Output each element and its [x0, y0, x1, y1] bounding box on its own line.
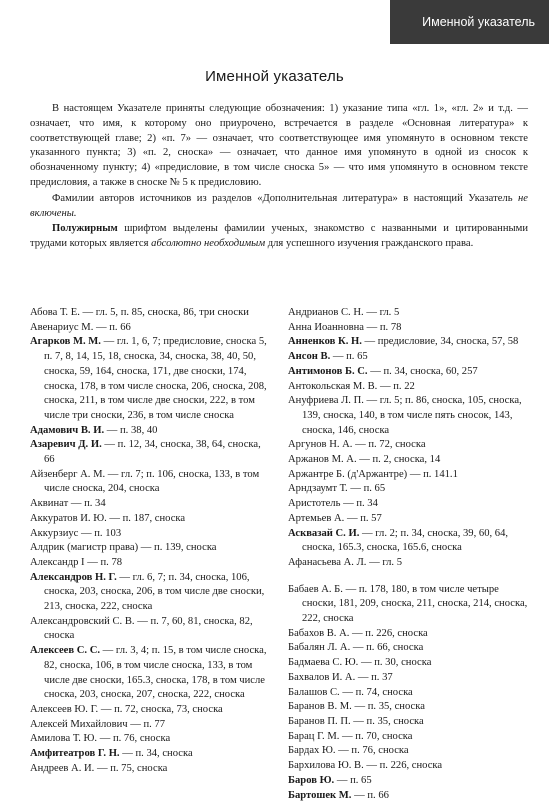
index-entry-name: Баров Ю. [288, 775, 334, 786]
index-entry-refs: — п. 38, 40 [104, 425, 157, 436]
index-entry-refs: — п. 34 [340, 498, 377, 509]
index-entry-refs: — п. 65 [348, 483, 385, 494]
index-entry-name: Александр I [30, 557, 85, 568]
index-entry [30, 424, 272, 439]
index-entry [288, 715, 530, 730]
index-entry-refs: — п. 74, сноска [340, 687, 413, 698]
index-entry [288, 671, 530, 686]
index-entry-name: Алексеев С. С. [30, 645, 100, 656]
index-entry [30, 571, 272, 615]
index-entry-refs: — п. 37 [355, 672, 392, 683]
index-entry-name: Антокольская М. В. [288, 381, 377, 392]
index-entry [288, 497, 530, 512]
index-entry [30, 644, 272, 703]
index-entry-refs: — гл. 2; п. 34, сноска, 39, 60, 64, сноска, 165.3, сноска, 165.6, сноска [302, 528, 508, 554]
index-entry-refs: — п. 78 [364, 322, 401, 333]
running-header [390, 0, 549, 44]
index-entry-name: Аржантре Б. (д'Аржантре) [288, 469, 407, 480]
index-entry-refs: — п. 226, сноска [364, 760, 442, 771]
index-entry-name: Агарков М. М. [30, 336, 101, 347]
index-entry [288, 789, 530, 803]
index-entry-refs: — гл. 5 [364, 307, 400, 318]
index-entry [30, 438, 272, 467]
index-entry [30, 732, 272, 747]
index-entry-name: Анненков К. Н. [288, 336, 362, 347]
index-entry-refs: — п. 35, сноска [351, 716, 424, 727]
index-entry-refs: — п. 75, сноска [94, 763, 167, 774]
index-entry [288, 641, 530, 656]
index-entry [288, 380, 530, 395]
intro-paragraph-1 [30, 102, 528, 191]
index-entry [30, 527, 272, 542]
index-entry [288, 350, 530, 365]
index-entry-refs: — гл. 5 [366, 557, 402, 568]
index-entry-refs: — п. 141.1 [407, 469, 458, 480]
index-entry-name: Аристотель [288, 498, 340, 509]
index-entry-name: Аквинат [30, 498, 68, 509]
index-entry [288, 527, 530, 556]
index-entry [288, 700, 530, 715]
index-entry-name: Аржанов М. А. [288, 454, 357, 465]
index-entry-name: Амфитеатров Г. Н. [30, 748, 120, 759]
index-entry-name: Алексеев Ю. Г. [30, 704, 98, 715]
index-entry [288, 468, 530, 483]
intro-text-run: Фамилии авторов источников из разделов «Дополнительная литература» в настоящий Указатель [52, 193, 518, 204]
index-entry [30, 615, 272, 644]
index-entry-refs: — п. 76, сноска [97, 733, 170, 744]
index-entry-refs: — гл. 5, п. 85, сноска, 86, три сноски [80, 307, 249, 318]
index-entry-refs: — п. 2, сноска, 14 [357, 454, 441, 465]
index-entry-name: Авенариус М. [30, 322, 93, 333]
intro-text-run: шрифтом выделены фамилии ученых, знакомство с названными и цитированными трудами которых является [30, 223, 528, 249]
index-entry-refs: — гл. 1, 6, 7; предисловие, сноска 5, п. 7, 8, 14, 15, 18, сноска, 34, сноска, 38, 40, 50, сноска, 59, 164, сноска, 171, две сноски, 174, сноска, 178, в том числе сноска, 206, сноска, 208, сноска, 211, в том числе две сноски, 222, в том числе три сноски, 236, в том числе сноска [44, 336, 267, 421]
index-entry [30, 512, 272, 527]
index-entry-name: Афанасьева А. Л. [288, 557, 366, 568]
index-entry-refs: — п. 226, сноска [349, 628, 427, 639]
index-entry [30, 321, 272, 336]
index-entry [288, 306, 530, 321]
intro-paragraph-3 [30, 222, 528, 252]
index-entry-name: Амилова Т. Ю. [30, 733, 97, 744]
index-entry-name: Анна Иоанновна [288, 322, 364, 333]
index-entry-name: Айзенберг А. М. [30, 469, 105, 480]
index-entry-name: Аккуратов И. Ю. [30, 513, 107, 524]
index-entry-refs: — гл. 3, 4; п. 15, в том числе сноска, 82, сноска, 106, в том числе сноска, 133, в том числе две сноски, 165.3, сноска, 178, в том числе сноска, 203, сноска, 207, сноска, 222, сноска [44, 645, 267, 700]
index-entry [30, 762, 272, 777]
index-entry [288, 335, 530, 350]
index-entry-refs: — п. 187, сноска [107, 513, 185, 524]
index-entry-name: Бабалян Л. А. [288, 642, 350, 653]
index-entry-name: Барац Г. М. [288, 731, 339, 742]
intro-text-run: для успешного изучения гражданского права. [265, 238, 473, 249]
index-entry-refs: — п. 139, сноска [138, 542, 216, 553]
index-entry-name: Бабахов В. А. [288, 628, 349, 639]
index-entry-refs: — п. 65 [330, 351, 367, 362]
letter-group-gap [288, 571, 530, 583]
index-entry [288, 627, 530, 642]
index-entry-name: Аргунов Н. А. [288, 439, 352, 450]
index-entry-name: Бардах Ю. [288, 745, 336, 756]
index-entry [288, 656, 530, 671]
index-entry [30, 541, 272, 556]
index-entry-refs: — п. 72, сноска [352, 439, 425, 450]
index-entry-name: Алексей Михайлович [30, 719, 128, 730]
index-entry-refs: — п. 103 [78, 528, 121, 539]
index-entry [30, 747, 272, 762]
index-entry-name: Баранов В. М. [288, 701, 352, 712]
intro-text-run: абсолютно необходимым [151, 238, 265, 249]
index-entry-name: Антимонов Б. С. [288, 366, 368, 377]
index-entry-name: Арндзаумт Т. [288, 483, 348, 494]
index-entry [288, 482, 530, 497]
index-entry [288, 556, 530, 571]
index-entry-refs: — п. 66, сноска [350, 642, 423, 653]
index-entry-refs: — п. 66 [351, 790, 388, 801]
index-entry-name: Азаревич Д. И. [30, 439, 102, 450]
index-entry-refs: — п. 57 [344, 513, 381, 524]
index-entry [288, 321, 530, 336]
index-entry-name: Андреев А. И. [30, 763, 94, 774]
index-entry-refs: — п. 65 [334, 775, 371, 786]
index-entry [288, 730, 530, 745]
index-entry-refs: — гл. 7; п. 106, сноска, 133, в том числе сноска, 204, сноска [44, 469, 259, 495]
index-entry-refs: — гл. 6, 7; п. 34, сноска, 106, сноска, 203, сноска, 206, в том числе две сноски, 213, сноска, 222, сноска [44, 572, 264, 612]
index-entry-refs: — гл. 5; п. 86, сноска, 105, сноска, 139, сноска, 140, в том числе пять сносок, 143, сноска, 146, сноска [302, 395, 522, 435]
index-entry-refs: — предисловие, 34, сноска, 57, 58 [362, 336, 518, 347]
index-entry [30, 306, 272, 321]
index-entry-name: Бархилова Ю. В. [288, 760, 364, 771]
index-column-left [30, 306, 272, 777]
index-entry [288, 774, 530, 789]
index-entry-name: Александров Н. Г. [30, 572, 117, 583]
index-entry-name: Аккурзиус [30, 528, 78, 539]
index-entry-name: Бабаев А. Б. [288, 584, 343, 595]
index-entry-name: Александровский С. В. [30, 616, 135, 627]
index-entry [30, 468, 272, 497]
intro-text-run: Полужирным [52, 223, 118, 234]
index-entry-name: Балашов С. [288, 687, 340, 698]
index-entry [288, 365, 530, 380]
index-entry-refs: — п. 7, 60, 81, сноска, 82, сноска [44, 616, 253, 642]
index-entry-refs: — п. 77 [128, 719, 165, 730]
index-entry [30, 335, 272, 423]
index-entry [288, 438, 530, 453]
index-entry-name: Андрианов С. Н. [288, 307, 364, 318]
index-entry-name: Бахвалов И. А. [288, 672, 355, 683]
index-entry-name: Бадмаева С. Ю. [288, 657, 358, 668]
index-entry-name: Артемьев А. [288, 513, 344, 524]
index-entry-refs: — п. 72, сноска, 73, сноска [98, 704, 223, 715]
index-entry-name: Алдрик (магистр права) [30, 542, 138, 553]
index-entry-refs: — п. 34, сноска, 60, 257 [368, 366, 478, 377]
index-entry-refs: — п. 78 [85, 557, 122, 568]
index-entry [288, 759, 530, 774]
page-title: Именной указатель [0, 68, 549, 85]
index-entry-name: Ансон В. [288, 351, 330, 362]
index-entry-name: Абова Т. Е. [30, 307, 80, 318]
index-entry-refs: — п. 12, 34, сноска, 38, 64, сноска, 66 [44, 439, 261, 465]
index-entry-name: Ануфриева Л. П. [288, 395, 364, 406]
index-entry [288, 394, 530, 438]
index-entry [30, 497, 272, 512]
index-entry-refs: — п. 70, сноска [339, 731, 412, 742]
index-entry-refs: — п. 34 [68, 498, 105, 509]
index-entry-name: Баранов П. П. [288, 716, 351, 727]
index-entry-refs: — п. 30, сноска [358, 657, 431, 668]
index-entry-refs: — п. 178, 180, в том числе четыре сноски, 181, 209, сноска, 211, сноска, 214, сноска, 222, сноска [302, 584, 527, 624]
index-entry-refs: — п. 34, сноска [120, 748, 193, 759]
intro-text-run: не включены. [30, 193, 528, 219]
index-entry [30, 718, 272, 733]
intro-paragraph-2 [30, 192, 528, 222]
index-entry [288, 744, 530, 759]
index-entry-name: Асквазай С. И. [288, 528, 359, 539]
index-entry-name: Адамович В. И. [30, 425, 104, 436]
index-entry [30, 556, 272, 571]
running-header-title: Именной указатель [422, 15, 535, 29]
index-entry-name: Бартошек М. [288, 790, 351, 801]
index-entry [288, 686, 530, 701]
index-entry [288, 453, 530, 468]
intro-text-run: В настоящем Указателе приняты следующие обозначения: 1) указание типа «гл. 1», «гл. 2» и т.д. — означает, что имя, к которому оно приурочено, встречается в разделе «Основная литература» к соответствующей главе; 2) «п. 7» — означает, что соответствующее имя упомянуто в основном тексте указанного пункта; 3) «п. 2, сноска» — означает, что данное имя упомянуто в одной из сносок к обозначенному пункту; 4) «предисловие, в том числе сноска 5» — что имя упомянуто в основном тексте предисловия, а также в сноске № 5 к предисловию. [30, 103, 528, 188]
index-entry-refs: — п. 66 [93, 322, 130, 333]
index-entry [288, 583, 530, 627]
intro-text [30, 102, 528, 253]
index-entry-refs: — п. 76, сноска [336, 745, 409, 756]
index-entry-refs: — п. 35, сноска [352, 701, 425, 712]
index-entry-refs: — п. 22 [377, 381, 414, 392]
index-column-right [288, 306, 530, 803]
index-entry [30, 703, 272, 718]
index-entry [288, 512, 530, 527]
